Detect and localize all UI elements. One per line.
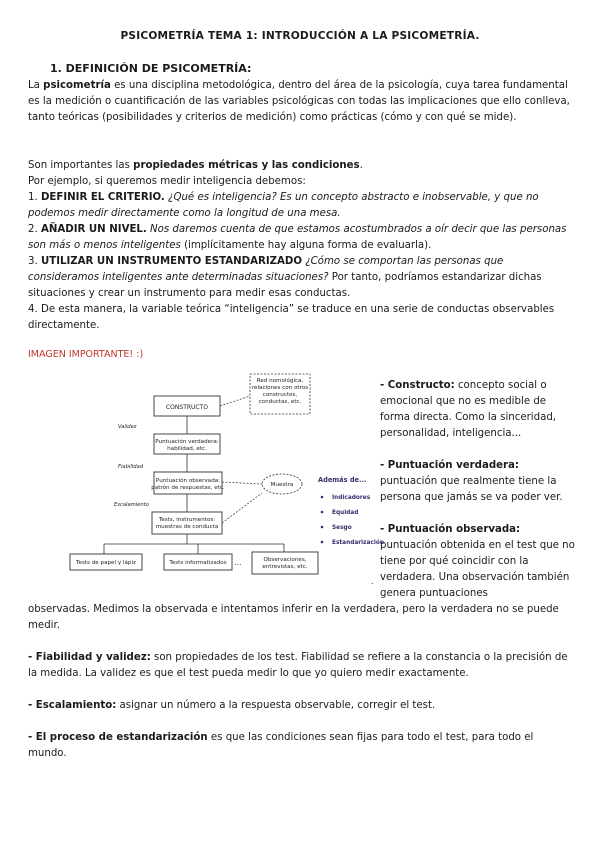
- bottom-ellipsis: …: [234, 559, 242, 567]
- tests-box: [152, 512, 222, 534]
- properties-line: Son importantes las propiedades métricas y las condiciones.: [28, 160, 363, 171]
- tests-line-1: Tests, instrumentos:: [158, 517, 216, 523]
- sidebar-puntuacion-observada: - Puntuación observada: puntuación obtenida en el test que no tiene por qué coincidir con la verdadera. Una observación también genera puntuaciones: [380, 524, 575, 599]
- paragraph-escalamiento: - Escalamiento: asignar un número a la respuesta observable, corregir el test.: [28, 700, 436, 711]
- psychometrics-diagram: [66, 368, 406, 590]
- example-line: Por ejemplo, si queremos medir inteligencia debemos:: [28, 176, 306, 187]
- tests-line-2: muestras de conducta: [155, 524, 219, 530]
- paragraph-fiabilidad-validez: - Fiabilidad y validez: son propiedades de los test. Fiabilidad se refiere a la constancia o la precisión de la medida. La validez es que el test pueda medir lo que yo quiero medir exactamente.: [28, 652, 568, 679]
- puntuacion-verdadera-line-2: habilidad, etc.: [167, 446, 207, 452]
- puntuacion-observada-line-2: patrón de respuestas, etc.: [151, 485, 225, 491]
- step-4: 4. De esta manera, la variable teórica “inteligencia” se traduce en una serie de conductas observables directamente.: [28, 304, 555, 331]
- bottom-box-observaciones-line-1: Observaciones,: [263, 557, 307, 563]
- sidebar-puntuacion-verdadera: - Puntuación verdadera: puntuación que realmente tiene la persona que jamás se va poder ver.: [380, 460, 563, 503]
- puntuacion-observada-line-1: Puntuación observada:: [155, 478, 221, 484]
- stray-mark: .: [371, 577, 374, 586]
- muestra-label: Muestra: [270, 482, 294, 488]
- bottom-box-papel-label: Tests de papel y lápiz: [76, 560, 136, 566]
- ademas-item-1: Indicadores: [332, 495, 371, 501]
- bottom-box-observaciones-line-2: entrevistas, etc.: [262, 564, 308, 570]
- important-note: IMAGEN IMPORTANTE! :): [28, 349, 144, 360]
- escalamiento-label: Escalamiento: [114, 502, 149, 508]
- ademas-item-3: Sesgo: [332, 525, 352, 531]
- validez-label: Validez: [118, 424, 137, 430]
- paragraph-estandarizacion: - El proceso de estandarización es que las condiciones sean fijas para todo el test, para todo el mundo.: [28, 732, 534, 759]
- ademas-item-4: Estandarización: [332, 540, 384, 546]
- sidebar-constructo: - Constructo: concepto social o emocional que no es medible de forma directa. Como la sinceridad, personalidad, inteligencia...: [380, 380, 557, 439]
- red-nomologica-line-3: constructos,: [262, 392, 298, 398]
- bottom-box-informatizados-label: Tests informatizados: [169, 560, 227, 566]
- constructo-label: CONSTRUCTO: [165, 404, 209, 411]
- page-title: PSICOMETRÍA TEMA 1: INTRODUCCIÓN A LA PSICOMETRÍA.: [120, 30, 480, 42]
- intro-paragraph: La psicometría es una disciplina metodológica, dentro del área de la psicología, cuya tarea fundamental es la medición o cuantificación de las variables psicológicas con todas las implicaciones que ello conlleva, tanto teóricas (posibilidades y criterios de medición) como prácticas (cómo y con qué se mide).: [28, 80, 570, 123]
- ademas-item-2: Equidad: [332, 510, 359, 516]
- step-3: 3. UTILIZAR UN INSTRUMENTO ESTANDARIZADO ¿Cómo se comportan las personas que consideramos inteligentes ante determinadas situaciones? Por tanto, podríamos estandarizar dichas situaciones y crear un instrumento para medir esas conductas.: [28, 256, 542, 299]
- step-2: 2. AÑADIR UN NIVEL. Nos daremos cuenta de que estamos acostumbrados a oír decir que las personas son más o menos inteligentes (implícitamente hay alguna forma de evaluarla).: [28, 224, 567, 251]
- step-1: 1. DEFINIR EL CRITERIO. ¿Qué es inteligencia? Es un concepto abstracto e inobservable, y que no podemos medir directamente como la longitud de una mesa.: [28, 192, 539, 219]
- fiabilidad-label: Fiabilidad: [118, 464, 143, 470]
- puntuacion-verdadera-line-1: Puntuación verdadera:: [155, 439, 219, 445]
- red-nomologica-line-2: relaciones con otros: [251, 385, 309, 391]
- section-heading: 1. DEFINICIÓN DE PSICOMETRÍA:: [50, 62, 252, 75]
- bottom-box-observaciones: [252, 552, 318, 574]
- red-nomologica-line-1: Red nomológica,: [256, 378, 304, 384]
- continuation-paragraph: observadas. Medimos la observada e intentamos inferir en la verdadera, pero la verdadera no se puede medir.: [28, 604, 559, 631]
- ademas-title: Además de...: [318, 476, 367, 484]
- red-nomologica-line-4: conductas, etc.: [258, 399, 302, 405]
